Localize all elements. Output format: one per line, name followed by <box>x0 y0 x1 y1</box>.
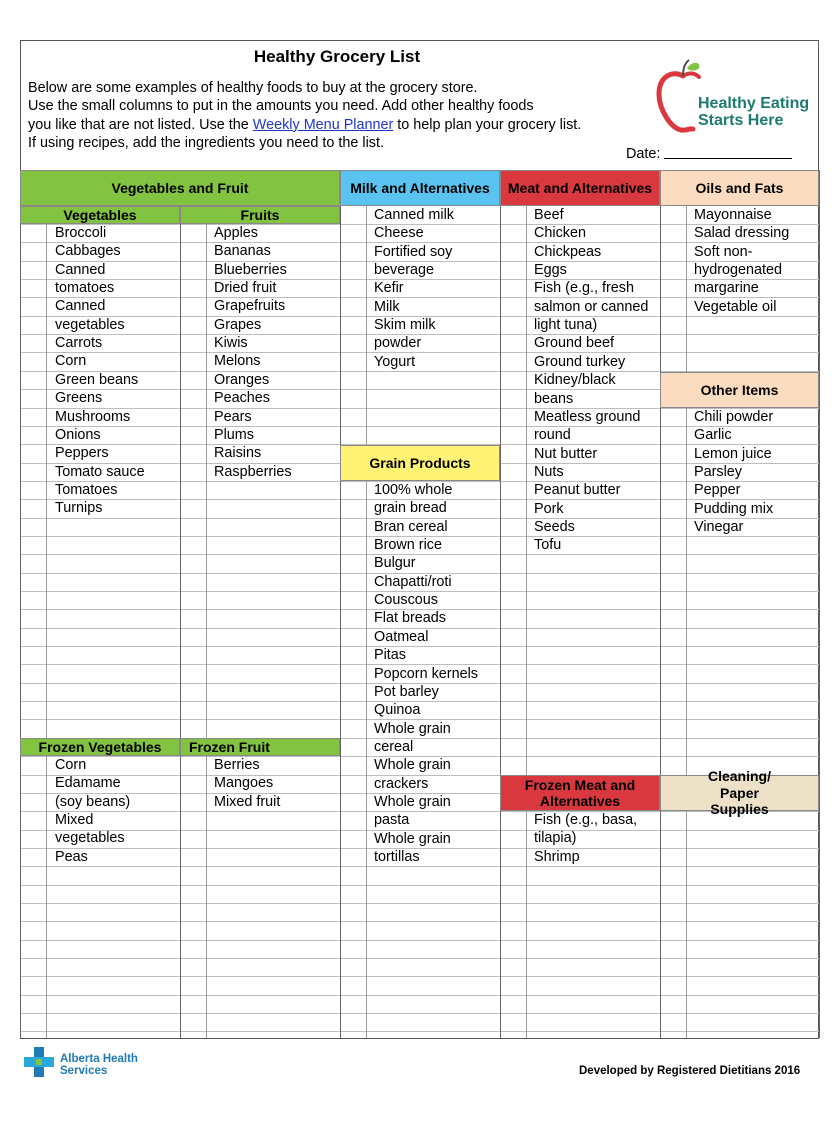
list-item: Fish (e.g., basa, <box>534 812 638 828</box>
list-item: beverage <box>374 262 435 279</box>
list-item: beans <box>534 390 574 407</box>
list-item: crackers <box>374 775 429 792</box>
alberta-health-services-logo: Alberta Health Services <box>60 1053 138 1077</box>
intro-text <box>28 79 581 152</box>
list-item: Peaches <box>214 390 271 407</box>
list-item: Canned milk <box>374 207 454 223</box>
column-divider <box>819 170 820 1038</box>
amount-column-divider <box>366 206 367 1038</box>
list-item: Yogurt <box>374 353 416 370</box>
list-item: Cheese <box>374 225 424 242</box>
list-item: Shrimp <box>534 848 580 865</box>
row-line <box>20 958 819 959</box>
logo-text: Healthy Eating Starts Here <box>698 95 810 129</box>
list-item: Kefir <box>374 280 404 297</box>
list-item: Vegetable oil <box>694 298 777 315</box>
list-item: Pork <box>534 500 564 517</box>
row-line <box>20 1013 819 1014</box>
row-line <box>20 940 819 941</box>
header-fruits: Fruits <box>180 206 340 224</box>
list-item: Greens <box>55 390 103 407</box>
header-meat-and-alternatives: Meat and Alternatives <box>500 170 660 206</box>
row-line <box>20 921 819 922</box>
list-item: Bananas <box>214 243 271 260</box>
list-item: Mixed fruit <box>214 793 281 810</box>
list-item: Broccoli <box>55 225 107 241</box>
list-item: salmon or canned <box>534 298 649 315</box>
list-item: Peas <box>55 848 88 865</box>
weekly-menu-planner-link[interactable]: Weekly Menu Planner <box>252 116 394 133</box>
list-item: Peppers <box>55 445 109 462</box>
list-item: Parsley <box>694 464 742 481</box>
list-item: Chickpeas <box>534 243 602 260</box>
header-grain-products: Grain Products <box>340 445 500 481</box>
list-item: Pears <box>214 408 252 425</box>
intro-line-3: you like that are not listed. Use the Weekly Menu Planner to help plan your grocery list. <box>28 116 582 133</box>
list-item: Meatless ground <box>534 408 641 425</box>
list-item: Oranges <box>214 371 270 388</box>
list-item: Soft non- <box>694 243 753 260</box>
list-item: Flat breads <box>374 610 446 627</box>
list-item: Green beans <box>55 371 139 388</box>
list-item: Grapefruits <box>214 298 286 315</box>
credit-text: Developed by Registered Dietitians 2016 <box>579 1065 801 1077</box>
list-item: Kiwis <box>214 335 248 352</box>
list-item: cereal <box>374 738 414 755</box>
list-item: Raspberries <box>214 463 292 480</box>
row-line <box>20 866 819 867</box>
header-vegetables: Vegetables <box>20 206 180 224</box>
list-item: Blueberries <box>214 261 287 278</box>
list-item: tilapia) <box>534 830 577 847</box>
list-item: Salad dressing <box>694 225 790 242</box>
list-item: Mixed <box>55 812 94 829</box>
alberta-health-cross-icon <box>22 1045 58 1081</box>
list-item: Apples <box>214 225 259 241</box>
column-divider <box>500 170 501 1038</box>
list-item: grain bread <box>374 500 447 517</box>
header-frozen-meat: Frozen Meat and Alternatives <box>500 775 660 811</box>
list-item: Whole grain <box>374 720 451 737</box>
list-item: Chapatti/roti <box>374 573 452 590</box>
row-line <box>20 995 819 996</box>
list-item: Melons <box>214 353 261 370</box>
list-item: margarine <box>694 280 759 297</box>
header-milk-and-alternatives: Milk and Alternatives <box>340 170 500 206</box>
list-item: Cabbages <box>55 243 121 260</box>
list-item: Kidney/black <box>534 372 616 389</box>
intro-line-2: Use the small columns to put in the amounts you need. Add other healthy foods <box>28 98 534 115</box>
list-item: Eggs <box>534 262 567 279</box>
date-blank[interactable] <box>664 158 792 159</box>
list-item: Tomatoes <box>55 481 118 498</box>
list-item: Lemon juice <box>694 445 772 462</box>
amount-column-divider <box>526 206 527 1038</box>
list-item: Beef <box>534 207 564 223</box>
list-item: Mushrooms <box>55 408 131 425</box>
column-divider <box>20 170 21 1038</box>
list-item: Edamame <box>55 775 121 792</box>
intro-line-4: If using recipes, add the ingredients you need to the list. <box>28 134 384 151</box>
row-line <box>20 976 819 977</box>
header-vegetables-and-fruit: Vegetables and Fruit <box>20 170 340 206</box>
list-item: Fish (e.g., fresh <box>534 280 634 297</box>
list-item: vegetables <box>55 830 125 847</box>
header-frozen-fruit: Frozen Fruit <box>180 738 340 756</box>
list-item: Bulgur <box>374 555 416 572</box>
list-item: Corn <box>55 353 87 370</box>
list-item: Ground beef <box>534 335 615 352</box>
list-item: Turnips <box>55 500 103 517</box>
list-item: Seeds <box>534 518 575 535</box>
list-item: Skim milk <box>374 317 436 334</box>
list-item: Chicken <box>534 225 586 242</box>
list-item: vegetables <box>55 316 125 333</box>
list-item: Grapes <box>214 316 262 333</box>
list-item: Berries <box>214 757 260 773</box>
row-line <box>20 1031 819 1032</box>
list-item: Whole grain <box>374 830 451 847</box>
list-item: tomatoes <box>55 280 115 297</box>
list-item: 100% whole <box>374 482 453 498</box>
list-item: Fortified soy <box>374 243 453 260</box>
list-item: Mangoes <box>214 775 274 792</box>
column-divider <box>180 170 181 1038</box>
list-item: Plums <box>214 426 254 443</box>
list-item: Corn <box>55 757 87 773</box>
list-item: Canned <box>55 298 106 315</box>
list-item: Tomato sauce <box>55 463 145 480</box>
intro-line-1: Below are some examples of healthy foods to buy at the grocery store. <box>28 80 478 96</box>
list-item: Nuts <box>534 463 564 480</box>
column-divider <box>340 170 341 1038</box>
header-oils-and-fats: Oils and Fats <box>660 170 819 206</box>
list-item: Couscous <box>374 592 438 609</box>
amount-column-divider <box>46 206 47 1038</box>
list-item: tortillas <box>374 849 420 865</box>
list-item: Chili powder <box>694 409 774 425</box>
grocery-grid <box>20 170 820 1038</box>
page-title: Healthy Grocery List <box>253 47 421 66</box>
list-item: Pot barley <box>374 683 439 700</box>
list-item: light tuna) <box>534 317 598 334</box>
list-item: Raisins <box>214 445 262 462</box>
amount-column-divider <box>206 206 207 1038</box>
list-item: Dried fruit <box>214 280 277 297</box>
list-item: Bran cereal <box>374 518 448 535</box>
header-cleaning-paper-supplies: Cleaning/ Paper Supplies <box>660 775 819 811</box>
date-field[interactable]: Date: <box>626 146 792 162</box>
list-item: Milk <box>374 298 400 315</box>
list-item: Garlic <box>694 427 732 444</box>
list-item: Brown rice <box>374 537 442 554</box>
amount-column-divider <box>686 206 687 1038</box>
list-item: Whole grain <box>374 757 451 774</box>
list-item: Tofu <box>534 537 562 554</box>
list-item: Popcorn kernels <box>374 665 478 682</box>
list-item: round <box>534 427 571 444</box>
header-other-items: Other Items <box>660 372 819 408</box>
list-item: Peanut butter <box>534 482 621 499</box>
row-line <box>20 885 819 886</box>
list-item: powder <box>374 335 422 352</box>
header-frozen-vegetables: Frozen Vegetables <box>20 738 180 756</box>
list-item: Canned <box>55 261 106 278</box>
row-line <box>20 903 819 904</box>
list-item: hydrogenated <box>694 262 783 279</box>
list-item: Pepper <box>694 482 741 499</box>
list-item: Pudding mix <box>694 500 774 517</box>
list-item: Nut butter <box>534 445 598 462</box>
list-item: Oatmeal <box>374 628 429 645</box>
list-item: pasta <box>374 812 410 829</box>
list-item: Whole grain <box>374 793 451 810</box>
list-item: Onions <box>55 426 101 443</box>
list-item: Mayonnaise <box>694 207 772 223</box>
column-divider <box>660 170 661 1038</box>
list-item: (soy beans) <box>55 793 131 810</box>
row-line <box>20 554 819 555</box>
list-item: Carrots <box>55 335 103 352</box>
list-item: Pitas <box>374 647 406 664</box>
list-item: Ground turkey <box>534 353 626 370</box>
list-item: Quinoa <box>374 702 421 719</box>
list-item: Vinegar <box>694 519 744 536</box>
row-line <box>20 646 819 647</box>
